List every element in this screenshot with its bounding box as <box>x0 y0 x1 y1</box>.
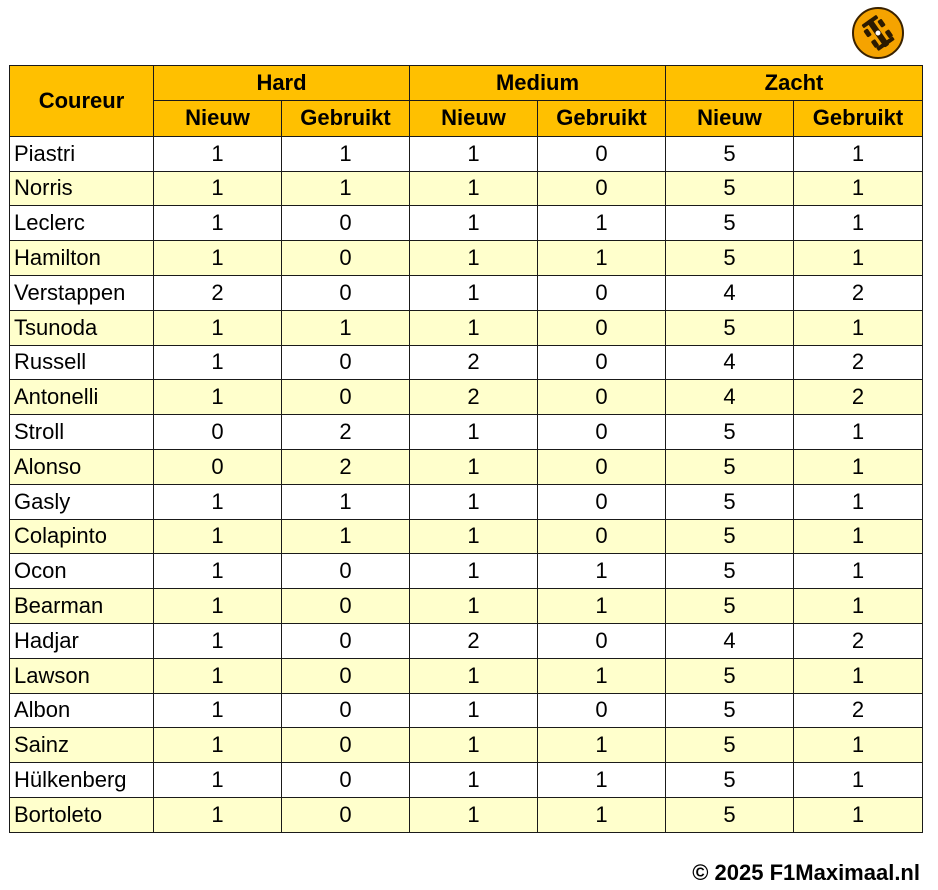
sub-header-hard-nieuw: Nieuw <box>154 100 282 136</box>
value-cell-medium-gebruikt: 1 <box>538 241 666 276</box>
value-cell-medium-gebruikt: 0 <box>538 345 666 380</box>
value-cell-medium-gebruikt: 0 <box>538 484 666 519</box>
value-cell-hard-nieuw: 1 <box>154 206 282 241</box>
value-cell-zacht-nieuw: 5 <box>666 554 794 589</box>
value-cell-hard-gebruikt: 1 <box>282 484 410 519</box>
value-cell-zacht-nieuw: 5 <box>666 658 794 693</box>
value-cell-hard-nieuw: 1 <box>154 484 282 519</box>
value-cell-hard-nieuw: 2 <box>154 275 282 310</box>
table-row <box>10 484 923 519</box>
value-cell-zacht-nieuw: 4 <box>666 380 794 415</box>
value-cell-hard-nieuw: 1 <box>154 345 282 380</box>
value-cell-hard-nieuw: 1 <box>154 658 282 693</box>
value-cell-medium-nieuw: 1 <box>410 484 538 519</box>
value-cell-zacht-gebruikt: 2 <box>794 623 923 658</box>
value-cell-zacht-nieuw: 5 <box>666 519 794 554</box>
value-cell-hard-gebruikt: 0 <box>282 693 410 728</box>
driver-name-cell: Ocon <box>10 554 154 589</box>
table-row <box>10 241 923 276</box>
table-body <box>10 136 923 832</box>
table-row <box>10 728 923 763</box>
value-cell-hard-nieuw: 1 <box>154 241 282 276</box>
table-row <box>10 345 923 380</box>
value-cell-zacht-gebruikt: 1 <box>794 763 923 798</box>
driver-column-header: Coureur <box>10 66 154 137</box>
table-row <box>10 275 923 310</box>
value-cell-medium-nieuw: 1 <box>410 589 538 624</box>
value-cell-hard-nieuw: 1 <box>154 554 282 589</box>
value-cell-medium-nieuw: 1 <box>410 763 538 798</box>
table-row <box>10 136 923 171</box>
value-cell-hard-nieuw: 1 <box>154 589 282 624</box>
value-cell-medium-nieuw: 1 <box>410 658 538 693</box>
value-cell-hard-gebruikt: 0 <box>282 728 410 763</box>
table-row <box>10 415 923 450</box>
group-header-row <box>10 66 923 101</box>
value-cell-hard-gebruikt: 2 <box>282 449 410 484</box>
value-cell-medium-gebruikt: 0 <box>538 449 666 484</box>
value-cell-medium-nieuw: 1 <box>410 449 538 484</box>
value-cell-hard-nieuw: 1 <box>154 623 282 658</box>
group-header-medium: Medium <box>410 66 666 101</box>
value-cell-zacht-gebruikt: 1 <box>794 449 923 484</box>
value-cell-zacht-nieuw: 5 <box>666 241 794 276</box>
value-cell-hard-gebruikt: 2 <box>282 415 410 450</box>
driver-name-cell: Hadjar <box>10 623 154 658</box>
driver-name-cell: Verstappen <box>10 275 154 310</box>
sub-header-zacht-gebruikt: Gebruikt <box>794 100 923 136</box>
value-cell-medium-nieuw: 1 <box>410 206 538 241</box>
value-cell-medium-nieuw: 1 <box>410 415 538 450</box>
value-cell-medium-nieuw: 1 <box>410 554 538 589</box>
value-cell-zacht-nieuw: 4 <box>666 275 794 310</box>
value-cell-zacht-nieuw: 5 <box>666 484 794 519</box>
driver-name-cell: Antonelli <box>10 380 154 415</box>
value-cell-medium-nieuw: 1 <box>410 310 538 345</box>
value-cell-hard-nieuw: 1 <box>154 728 282 763</box>
value-cell-medium-nieuw: 1 <box>410 797 538 832</box>
value-cell-medium-nieuw: 1 <box>410 519 538 554</box>
driver-name-cell: Colapinto <box>10 519 154 554</box>
driver-name-cell: Piastri <box>10 136 154 171</box>
group-header-hard: Hard <box>154 66 410 101</box>
value-cell-zacht-gebruikt: 1 <box>794 554 923 589</box>
value-cell-zacht-gebruikt: 1 <box>794 206 923 241</box>
driver-name-cell: Hamilton <box>10 241 154 276</box>
value-cell-medium-gebruikt: 1 <box>538 763 666 798</box>
value-cell-hard-nieuw: 1 <box>154 171 282 206</box>
value-cell-medium-nieuw: 2 <box>410 345 538 380</box>
value-cell-zacht-nieuw: 4 <box>666 345 794 380</box>
table-row <box>10 206 923 241</box>
value-cell-hard-gebruikt: 1 <box>282 310 410 345</box>
driver-name-cell: Tsunoda <box>10 310 154 345</box>
driver-name-cell: Bearman <box>10 589 154 624</box>
driver-name-cell: Stroll <box>10 415 154 450</box>
value-cell-zacht-nieuw: 5 <box>666 728 794 763</box>
value-cell-hard-nieuw: 1 <box>154 136 282 171</box>
table-row <box>10 310 923 345</box>
value-cell-hard-gebruikt: 0 <box>282 206 410 241</box>
value-cell-zacht-nieuw: 5 <box>666 797 794 832</box>
value-cell-zacht-nieuw: 5 <box>666 310 794 345</box>
value-cell-hard-gebruikt: 1 <box>282 519 410 554</box>
value-cell-zacht-nieuw: 5 <box>666 415 794 450</box>
value-cell-zacht-gebruikt: 2 <box>794 693 923 728</box>
value-cell-hard-gebruikt: 0 <box>282 589 410 624</box>
value-cell-medium-gebruikt: 1 <box>538 797 666 832</box>
value-cell-medium-nieuw: 1 <box>410 241 538 276</box>
value-cell-zacht-nieuw: 5 <box>666 449 794 484</box>
table-row <box>10 554 923 589</box>
value-cell-hard-nieuw: 0 <box>154 449 282 484</box>
table-row <box>10 797 923 832</box>
table-row <box>10 519 923 554</box>
value-cell-zacht-gebruikt: 1 <box>794 519 923 554</box>
driver-name-cell: Bortoleto <box>10 797 154 832</box>
value-cell-medium-nieuw: 1 <box>410 728 538 763</box>
value-cell-hard-nieuw: 1 <box>154 797 282 832</box>
value-cell-zacht-gebruikt: 2 <box>794 345 923 380</box>
value-cell-medium-gebruikt: 0 <box>538 310 666 345</box>
table-row <box>10 380 923 415</box>
group-header-zacht: Zacht <box>666 66 923 101</box>
value-cell-medium-gebruikt: 0 <box>538 380 666 415</box>
value-cell-medium-nieuw: 1 <box>410 136 538 171</box>
value-cell-hard-nieuw: 1 <box>154 693 282 728</box>
value-cell-medium-gebruikt: 1 <box>538 728 666 763</box>
table-row <box>10 589 923 624</box>
value-cell-zacht-nieuw: 4 <box>666 623 794 658</box>
value-cell-zacht-gebruikt: 1 <box>794 136 923 171</box>
value-cell-zacht-gebruikt: 1 <box>794 728 923 763</box>
sub-header-hard-gebruikt: Gebruikt <box>282 100 410 136</box>
table-row <box>10 658 923 693</box>
value-cell-zacht-gebruikt: 1 <box>794 310 923 345</box>
f1maximaal-logo <box>852 7 904 59</box>
driver-name-cell: Lawson <box>10 658 154 693</box>
value-cell-zacht-gebruikt: 1 <box>794 589 923 624</box>
value-cell-medium-gebruikt: 1 <box>538 554 666 589</box>
value-cell-hard-gebruikt: 0 <box>282 241 410 276</box>
value-cell-medium-gebruikt: 0 <box>538 623 666 658</box>
table-row <box>10 171 923 206</box>
value-cell-hard-gebruikt: 0 <box>282 554 410 589</box>
tyre-allocation-table <box>9 65 923 833</box>
value-cell-zacht-gebruikt: 1 <box>794 658 923 693</box>
value-cell-zacht-gebruikt: 1 <box>794 797 923 832</box>
value-cell-hard-gebruikt: 0 <box>282 658 410 693</box>
value-cell-hard-gebruikt: 1 <box>282 171 410 206</box>
value-cell-hard-gebruikt: 0 <box>282 345 410 380</box>
sub-header-zacht-nieuw: Nieuw <box>666 100 794 136</box>
driver-name-cell: Alonso <box>10 449 154 484</box>
value-cell-hard-gebruikt: 0 <box>282 797 410 832</box>
table-row <box>10 763 923 798</box>
value-cell-medium-gebruikt: 1 <box>538 658 666 693</box>
value-cell-zacht-nieuw: 5 <box>666 206 794 241</box>
table-row <box>10 693 923 728</box>
driver-name-cell: Leclerc <box>10 206 154 241</box>
value-cell-medium-gebruikt: 0 <box>538 519 666 554</box>
value-cell-medium-nieuw: 2 <box>410 380 538 415</box>
table-row <box>10 623 923 658</box>
value-cell-zacht-nieuw: 5 <box>666 171 794 206</box>
value-cell-medium-gebruikt: 0 <box>538 171 666 206</box>
value-cell-hard-gebruikt: 1 <box>282 136 410 171</box>
value-cell-medium-gebruikt: 1 <box>538 589 666 624</box>
driver-name-cell: Sainz <box>10 728 154 763</box>
copyright-notice: © 2025 F1Maximaal.nl <box>692 860 920 885</box>
driver-name-cell: Russell <box>10 345 154 380</box>
value-cell-hard-gebruikt: 0 <box>282 275 410 310</box>
value-cell-zacht-nieuw: 5 <box>666 589 794 624</box>
value-cell-zacht-gebruikt: 1 <box>794 415 923 450</box>
table-row <box>10 449 923 484</box>
value-cell-zacht-nieuw: 5 <box>666 763 794 798</box>
value-cell-hard-gebruikt: 0 <box>282 623 410 658</box>
value-cell-hard-nieuw: 1 <box>154 380 282 415</box>
f1-car-icon <box>854 9 902 57</box>
value-cell-zacht-gebruikt: 2 <box>794 275 923 310</box>
value-cell-medium-nieuw: 1 <box>410 275 538 310</box>
driver-name-cell: Norris <box>10 171 154 206</box>
value-cell-hard-nieuw: 1 <box>154 310 282 345</box>
value-cell-zacht-gebruikt: 1 <box>794 241 923 276</box>
driver-name-cell: Hülkenberg <box>10 763 154 798</box>
value-cell-medium-nieuw: 1 <box>410 171 538 206</box>
sub-header-medium-nieuw: Nieuw <box>410 100 538 136</box>
driver-name-cell: Gasly <box>10 484 154 519</box>
value-cell-hard-nieuw: 1 <box>154 763 282 798</box>
value-cell-hard-nieuw: 1 <box>154 519 282 554</box>
value-cell-hard-gebruikt: 0 <box>282 763 410 798</box>
value-cell-medium-nieuw: 1 <box>410 693 538 728</box>
value-cell-zacht-nieuw: 5 <box>666 693 794 728</box>
value-cell-medium-nieuw: 2 <box>410 623 538 658</box>
driver-name-cell: Albon <box>10 693 154 728</box>
value-cell-zacht-nieuw: 5 <box>666 136 794 171</box>
value-cell-zacht-gebruikt: 1 <box>794 171 923 206</box>
value-cell-hard-gebruikt: 0 <box>282 380 410 415</box>
value-cell-medium-gebruikt: 0 <box>538 275 666 310</box>
value-cell-medium-gebruikt: 1 <box>538 206 666 241</box>
sub-header-medium-gebruikt: Gebruikt <box>538 100 666 136</box>
value-cell-zacht-gebruikt: 1 <box>794 484 923 519</box>
value-cell-medium-gebruikt: 0 <box>538 415 666 450</box>
value-cell-medium-gebruikt: 0 <box>538 136 666 171</box>
value-cell-medium-gebruikt: 0 <box>538 693 666 728</box>
value-cell-zacht-gebruikt: 2 <box>794 380 923 415</box>
value-cell-hard-nieuw: 0 <box>154 415 282 450</box>
